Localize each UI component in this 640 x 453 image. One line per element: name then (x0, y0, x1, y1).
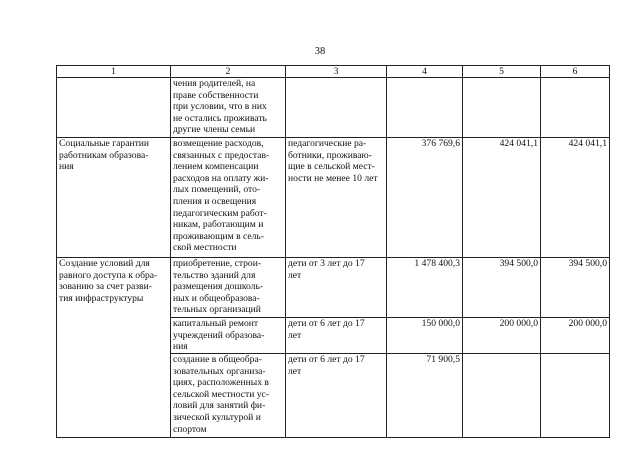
row-value-col4: 150 000,0 (387, 318, 463, 354)
row-value-col6 (541, 354, 610, 438)
row-category-cell: Создание условий для равного доступа к обра- зованию за счет разви- тия инфраструктуры (57, 258, 171, 438)
row-measure-cell: чения родителей, на праве собственности при условии, что в них не остались проживать другие члены семьи (171, 78, 286, 138)
row-recipients-cell: дети от 3 лет до 17 лет (286, 258, 387, 318)
column-header-6: 6 (541, 66, 610, 78)
row-value-col5 (463, 354, 541, 438)
row-value-col5: 394 500,0 (463, 258, 541, 318)
table-row (57, 78, 610, 138)
row-value-col4: 71 900,5 (387, 354, 463, 438)
table-row (57, 258, 610, 318)
row-category-cell (57, 78, 171, 138)
row-measure-cell: капитальный ремонт учреждений образова- ния (171, 318, 286, 354)
page-number: 38 (314, 46, 326, 57)
row-value-col6: 200 000,0 (541, 318, 610, 354)
row-measure-cell: приобретение, строи- тельство зданий для размещения дошколь- ных и общеобразова- тельных организаций (171, 258, 286, 318)
column-header-3: 3 (286, 66, 387, 78)
column-header-1: 1 (57, 66, 171, 78)
budget-table (56, 65, 610, 438)
row-value-col5: 424 041,1 (463, 138, 541, 258)
row-recipients-cell (286, 78, 387, 138)
row-measure-cell: возмещение расходов, связанных с предостав- лением компенсации расходов на оплату жи- лых помещений, ото- пления и освещения педагогическим работ- никам, работающим и проживающим в сель- ской местности (171, 138, 286, 258)
row-measure-cell: создание в общеобра- зовательных организа- циях, расположенных в сельской местности ус- ловий для занятий фи- зической культурой и спортом (171, 354, 286, 438)
row-recipients-cell: педагогические ра- ботники, проживаю- щие в сельской мест- ности не менее 10 лет (286, 138, 387, 258)
column-header-5: 5 (463, 66, 541, 78)
row-value-col4: 376 769,6 (387, 138, 463, 258)
row-value-col4 (387, 78, 463, 138)
row-recipients-cell: дети от 6 лет до 17 лет (286, 318, 387, 354)
row-category-cell: Социальные гарантии работникам образова- ния (57, 138, 171, 258)
table-header-row (57, 66, 610, 78)
column-header-4: 4 (387, 66, 463, 78)
row-value-col6: 424 041,1 (541, 138, 610, 258)
table-row (57, 138, 610, 258)
row-value-col6 (541, 78, 610, 138)
column-header-2: 2 (171, 66, 286, 78)
row-recipients-cell: дети от 6 лет до 17 лет (286, 354, 387, 438)
row-value-col4: 1 478 400,3 (387, 258, 463, 318)
row-value-col5: 200 000,0 (463, 318, 541, 354)
row-value-col5 (463, 78, 541, 138)
row-value-col6: 394 500,0 (541, 258, 610, 318)
